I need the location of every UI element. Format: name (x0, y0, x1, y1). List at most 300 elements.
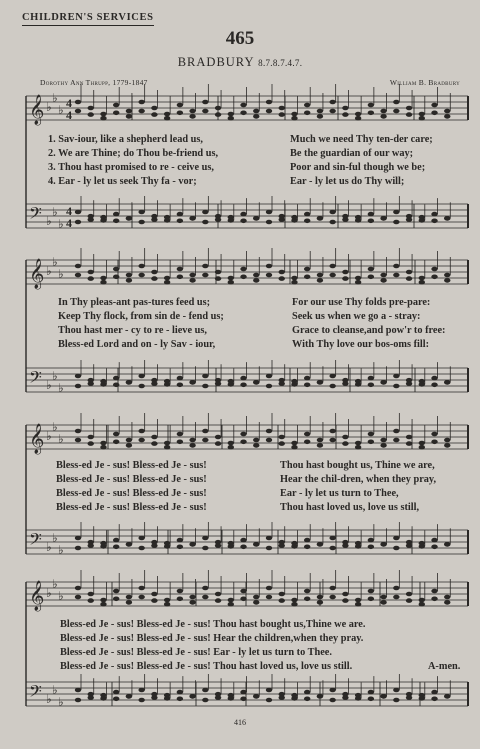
note-head (317, 278, 323, 283)
note-head (444, 273, 450, 278)
note-head (342, 695, 348, 700)
lyric-line-right: Be the guardian of our way; (290, 148, 414, 159)
note-head (113, 383, 119, 388)
treble-clef-icon: 𝄞 (29, 259, 45, 289)
note-head (100, 379, 106, 384)
note-head (266, 546, 272, 551)
lyric-line-full: Bless-ed Je - sus! Bless-ed Je - sus! Hear the children,when they pray. (60, 633, 364, 644)
note-head (266, 109, 272, 114)
note-head (317, 380, 323, 385)
note-head (431, 545, 437, 550)
note-head (291, 280, 297, 285)
note-head (177, 383, 183, 388)
note-head (342, 598, 348, 603)
lyric-line-left: Bless-ed Je - sus! Bless-ed Je - sus! (56, 460, 207, 471)
note-head (164, 116, 170, 121)
note-head (113, 538, 119, 543)
note-head (164, 441, 170, 446)
note-head (431, 383, 437, 388)
note-head (393, 273, 399, 278)
note-head (177, 275, 183, 280)
bass-clef-icon: 𝄢 (29, 203, 42, 227)
note-head (75, 438, 81, 443)
note-head (279, 543, 285, 548)
note-head (164, 112, 170, 117)
note-head (88, 217, 94, 222)
note-head (431, 589, 437, 594)
note-head (113, 589, 119, 594)
flat-icon: ♭ (58, 695, 64, 709)
note-head (202, 429, 208, 434)
lyric-line-full: Bless-ed Je - sus! Bless-ed Je - sus! Thou hast bought us,Thine we are. (60, 619, 366, 630)
note-head (75, 586, 81, 591)
note-head (406, 435, 412, 440)
lyric-line-right: Grace to cleanse,and pow'r to free: (292, 325, 446, 336)
note-head (88, 276, 94, 281)
note-head (138, 210, 144, 215)
note-head (177, 690, 183, 695)
time-signature: 4 (66, 216, 72, 230)
note-head (355, 116, 361, 121)
note-head (240, 589, 246, 594)
note-head (279, 435, 285, 440)
flat-icon: ♭ (46, 586, 52, 600)
note-head (100, 598, 106, 603)
note-head (393, 595, 399, 600)
lyric-line-right: Much we need Thy ten-der care; (290, 134, 433, 145)
flat-icon: ♭ (58, 267, 64, 281)
note-head (228, 276, 234, 281)
lyric-line-left: 2. We are Thine; do Thou be-friend us, (48, 148, 219, 159)
note-head (164, 215, 170, 220)
note-head (355, 602, 361, 607)
composer-credit: William B. Bradbury (389, 78, 460, 87)
note-head (406, 592, 412, 597)
note-head (304, 103, 310, 108)
note-head (406, 106, 412, 111)
note-head (177, 111, 183, 116)
note-head (88, 112, 94, 117)
note-head (329, 384, 335, 389)
note-head (342, 112, 348, 117)
note-head (419, 541, 425, 546)
note-head (253, 595, 259, 600)
note-head (380, 542, 386, 547)
note-head (431, 432, 437, 437)
lyric-line-left: In Thy pleas-ant pas-tures feed us; (58, 297, 211, 308)
note-head (419, 602, 425, 607)
note-head (393, 220, 399, 225)
note-head (164, 445, 170, 450)
note-head (444, 109, 450, 114)
note-head (88, 441, 94, 446)
note-head (240, 383, 246, 388)
flat-icon: ♭ (52, 531, 58, 545)
note-head (240, 103, 246, 108)
note-head (202, 100, 208, 105)
flat-icon: ♭ (46, 100, 52, 114)
page-number: 416 (234, 718, 246, 727)
note-head (113, 376, 119, 381)
note-head (266, 536, 272, 541)
note-head (368, 697, 374, 702)
note-head (393, 100, 399, 105)
note-head (368, 383, 374, 388)
note-head (151, 106, 157, 111)
note-head (304, 545, 310, 550)
note-head (113, 697, 119, 702)
lyric-line-right: For our use Thy folds pre-pare: (292, 297, 431, 308)
note-head (406, 441, 412, 446)
lyric-line-right: Thou hast bought us, Thine we are, (280, 460, 435, 471)
note-head (291, 602, 297, 607)
note-head (228, 379, 234, 384)
note-head (215, 441, 221, 446)
note-head (75, 100, 81, 105)
note-head (253, 443, 259, 448)
note-head (240, 690, 246, 695)
tune-name: BRADBURY (177, 55, 255, 69)
note-head (355, 112, 361, 117)
note-head (177, 545, 183, 550)
note-head (444, 600, 450, 605)
note-head (75, 688, 81, 693)
flat-icon: ♭ (52, 91, 58, 105)
note-head (240, 376, 246, 381)
flat-icon: ♭ (52, 205, 58, 219)
note-head (215, 435, 221, 440)
note-head (368, 376, 374, 381)
note-head (228, 441, 234, 446)
note-head (368, 275, 374, 280)
note-head (202, 220, 208, 225)
note-head (126, 595, 132, 600)
note-head (304, 275, 310, 280)
lyric-line-left: Bless-ed Je - sus! Bless-ed Je - sus! (56, 502, 207, 513)
note-head (151, 276, 157, 281)
note-head (113, 275, 119, 280)
note-head (138, 586, 144, 591)
note-head (100, 602, 106, 607)
note-head (189, 542, 195, 547)
note-head (393, 429, 399, 434)
note-head (368, 219, 374, 224)
lyric-line-left: Bless-ed Je - sus! Bless-ed Je - sus! (56, 488, 207, 499)
note-head (138, 273, 144, 278)
note-head (138, 384, 144, 389)
flat-icon: ♭ (46, 378, 52, 392)
note-head (368, 432, 374, 437)
note-head (355, 693, 361, 698)
note-head (126, 114, 132, 119)
note-head (164, 379, 170, 384)
note-head (228, 693, 234, 698)
note-head (419, 280, 425, 285)
note-head (100, 276, 106, 281)
note-head (304, 690, 310, 695)
note-head (291, 541, 297, 546)
note-head (266, 374, 272, 379)
amen-label: A-men. (428, 661, 461, 672)
flat-icon: ♭ (46, 540, 52, 554)
note-head (113, 212, 119, 217)
note-head (215, 270, 221, 275)
meter: 8.7.8.7.4.7. (258, 58, 303, 68)
note-head (113, 432, 119, 437)
note-head (240, 545, 246, 550)
note-head (100, 693, 106, 698)
note-head (355, 276, 361, 281)
note-head (215, 381, 221, 386)
lyric-line-right: Ear - ly let us do Thy will; (290, 176, 405, 187)
note-head (266, 438, 272, 443)
note-head (177, 376, 183, 381)
note-head (291, 276, 297, 281)
note-head (266, 586, 272, 591)
note-head (240, 219, 246, 224)
note-head (215, 695, 221, 700)
note-head (75, 374, 81, 379)
note-head (126, 600, 132, 605)
note-head (342, 276, 348, 281)
note-head (151, 381, 157, 386)
note-head (279, 695, 285, 700)
author-credit: Dorothy Ann Thrupp, 1779-1847 (40, 78, 148, 87)
note-head (126, 380, 132, 385)
note-head (368, 103, 374, 108)
flat-icon: ♭ (58, 543, 64, 557)
note-head (138, 595, 144, 600)
note-head (329, 688, 335, 693)
note-head (228, 215, 234, 220)
time-signature: 4 (66, 96, 72, 110)
note-head (317, 273, 323, 278)
note-head (419, 116, 425, 121)
note-head (88, 598, 94, 603)
note-head (202, 384, 208, 389)
note-head (100, 215, 106, 220)
note-head (393, 688, 399, 693)
note-head (431, 212, 437, 217)
note-head (355, 379, 361, 384)
lyric-line-right: Hear the chil-dren, when they pray, (280, 474, 437, 485)
note-head (266, 429, 272, 434)
note-head (304, 597, 310, 602)
flat-icon: ♭ (52, 683, 58, 697)
note-head (202, 210, 208, 215)
note-head (406, 270, 412, 275)
lyric-line-full: Bless-ed Je - sus! Bless-ed Je - sus! Ear - ly let us turn to Thee. (60, 647, 332, 658)
note-head (202, 264, 208, 269)
note-head (189, 273, 195, 278)
note-head (164, 693, 170, 698)
note-head (380, 109, 386, 114)
note-head (113, 690, 119, 695)
note-head (177, 267, 183, 272)
note-head (189, 438, 195, 443)
note-head (431, 275, 437, 280)
lyric-line-right: Seek us when we go a - stray: (292, 311, 421, 322)
note-head (151, 695, 157, 700)
note-head (75, 384, 81, 389)
note-head (100, 112, 106, 117)
lyric-line-left: 4. Ear - ly let us seek Thy fa - vor; (48, 176, 197, 187)
lyric-line-left: 1. Sav-iour, like a shepherd lead us, (48, 134, 203, 145)
note-head (75, 273, 81, 278)
note-head (329, 429, 335, 434)
note-head (253, 438, 259, 443)
note-head (393, 374, 399, 379)
note-head (431, 103, 437, 108)
note-head (189, 595, 195, 600)
note-head (189, 443, 195, 448)
note-head (151, 217, 157, 222)
bass-clef-icon: 𝄢 (29, 681, 42, 705)
note-head (75, 220, 81, 225)
note-head (368, 111, 374, 116)
note-head (253, 600, 259, 605)
note-head (279, 270, 285, 275)
note-head (202, 109, 208, 114)
note-head (291, 598, 297, 603)
note-head (240, 432, 246, 437)
note-head (138, 438, 144, 443)
note-head (266, 384, 272, 389)
note-head (253, 273, 259, 278)
note-head (240, 267, 246, 272)
note-head (444, 114, 450, 119)
note-head (393, 438, 399, 443)
flat-icon: ♭ (58, 103, 64, 117)
note-head (279, 276, 285, 281)
note-head (304, 440, 310, 445)
note-head (189, 114, 195, 119)
flat-icon: ♭ (52, 369, 58, 383)
note-head (164, 598, 170, 603)
note-head (368, 690, 374, 695)
note-head (431, 219, 437, 224)
note-head (368, 212, 374, 217)
note-head (355, 445, 361, 450)
note-head (419, 693, 425, 698)
note-head (126, 694, 132, 699)
note-head (253, 278, 259, 283)
note-head (189, 278, 195, 283)
note-head (266, 595, 272, 600)
note-head (329, 109, 335, 114)
note-head (380, 114, 386, 119)
bass-clef-icon: 𝄢 (29, 529, 42, 553)
note-head (393, 698, 399, 703)
flat-icon: ♭ (46, 429, 52, 443)
note-head (291, 116, 297, 121)
note-head (100, 441, 106, 446)
lyric-line-right: Ear - ly let us turn to Thee, (280, 488, 399, 499)
note-head (126, 216, 132, 221)
note-head (406, 112, 412, 117)
note-head (279, 217, 285, 222)
note-head (228, 598, 234, 603)
note-head (240, 212, 246, 217)
lyric-line-right: Thou hast loved us, love us still, (280, 502, 420, 513)
note-head (317, 542, 323, 547)
time-signature: 4 (66, 108, 72, 122)
note-head (202, 438, 208, 443)
note-head (189, 109, 195, 114)
note-head (126, 542, 132, 547)
note-head (215, 217, 221, 222)
note-head (329, 586, 335, 591)
note-head (75, 264, 81, 269)
note-head (279, 592, 285, 597)
flat-icon: ♭ (52, 255, 58, 269)
note-head (317, 109, 323, 114)
note-head (329, 374, 335, 379)
note-head (215, 276, 221, 281)
note-head (304, 432, 310, 437)
note-head (304, 589, 310, 594)
note-head (380, 273, 386, 278)
treble-clef-icon: 𝄞 (29, 581, 45, 611)
note-head (279, 598, 285, 603)
flat-icon: ♭ (46, 692, 52, 706)
note-head (329, 100, 335, 105)
note-head (393, 536, 399, 541)
note-head (253, 216, 259, 221)
note-head (88, 435, 94, 440)
note-head (177, 219, 183, 224)
note-head (240, 440, 246, 445)
note-head (138, 546, 144, 551)
note-head (291, 441, 297, 446)
note-head (406, 598, 412, 603)
note-head (393, 210, 399, 215)
note-head (138, 429, 144, 434)
note-head (113, 103, 119, 108)
note-head (100, 445, 106, 450)
note-head (368, 597, 374, 602)
lyric-line-right: With Thy love our bos-oms fill: (292, 339, 430, 350)
flat-icon: ♭ (46, 214, 52, 228)
note-head (419, 112, 425, 117)
note-head (279, 112, 285, 117)
note-head (240, 697, 246, 702)
note-head (342, 217, 348, 222)
flat-icon: ♭ (58, 381, 64, 395)
note-head (88, 592, 94, 597)
note-head (291, 445, 297, 450)
note-head (164, 602, 170, 607)
note-head (240, 275, 246, 280)
note-head (228, 445, 234, 450)
note-head (266, 220, 272, 225)
note-head (431, 376, 437, 381)
note-head (355, 541, 361, 546)
note-head (266, 688, 272, 693)
note-head (75, 536, 81, 541)
note-head (304, 697, 310, 702)
note-head (240, 597, 246, 602)
note-head (317, 595, 323, 600)
note-head (329, 264, 335, 269)
hymn-number: 465 (225, 28, 255, 49)
lyric-line-left: 3. Thou hast promised to re - ceive us, (48, 162, 214, 173)
note-head (151, 112, 157, 117)
note-head (113, 219, 119, 224)
note-head (151, 592, 157, 597)
note-head (138, 109, 144, 114)
note-head (88, 106, 94, 111)
